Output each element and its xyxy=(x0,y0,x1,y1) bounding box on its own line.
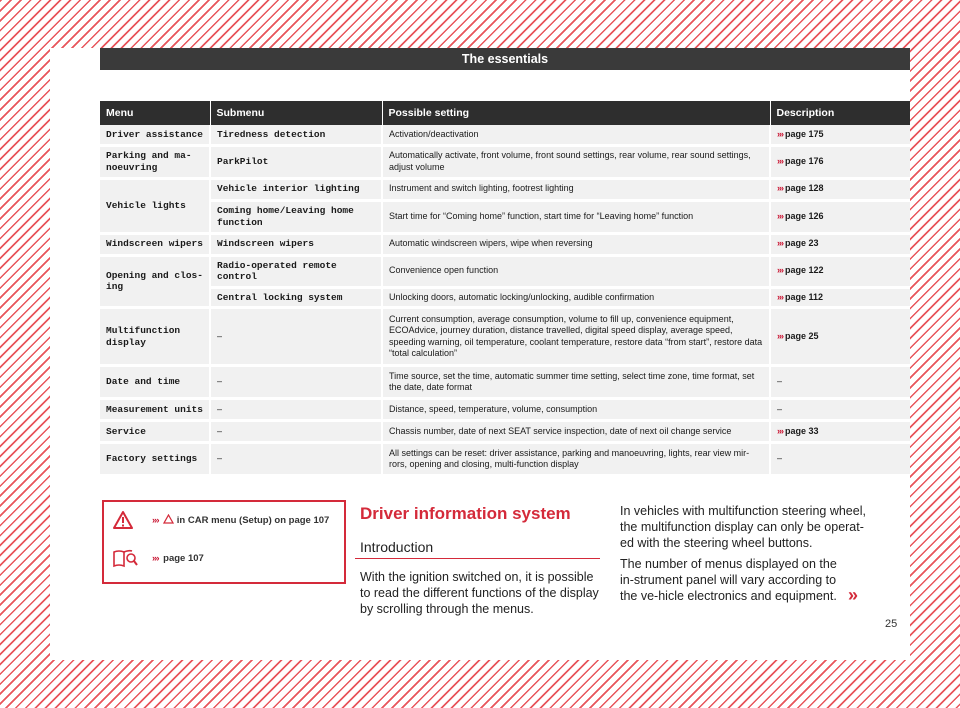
cell-submenu: – xyxy=(210,443,382,476)
cell-menu: Parking and ma- noeuvring xyxy=(100,145,210,178)
reference-arrows: ››› xyxy=(777,155,783,166)
section-title: Driver information system xyxy=(360,504,571,523)
page-header-title: The essentials xyxy=(100,48,910,70)
cell-menu: Windscreen wipers xyxy=(100,233,210,255)
table-row xyxy=(100,178,910,200)
book-note-text[interactable] xyxy=(152,553,204,564)
cell-submenu: ParkPilot xyxy=(210,145,382,178)
cell-description[interactable] xyxy=(770,145,910,178)
table-row xyxy=(100,399,910,421)
subtitle-underline xyxy=(355,558,600,559)
cell-description[interactable] xyxy=(770,287,910,308)
page-reference-link[interactable]: page 33 xyxy=(785,425,819,436)
cell-possible-setting: Unlocking doors, automatic locking/unlocking, audible confirmation xyxy=(382,287,770,308)
cell-menu: Measurement units xyxy=(100,399,210,421)
warning-triangle-icon xyxy=(163,514,174,524)
cell-submenu: Central locking system xyxy=(210,287,382,308)
page-number: 25 xyxy=(885,618,898,630)
cell-possible-setting: Distance, speed, temperature, volume, consumption xyxy=(382,399,770,421)
cell-description: – xyxy=(770,443,910,476)
cell-submenu: – xyxy=(210,366,382,399)
reference-arrows: ››› xyxy=(777,183,783,194)
cell-description[interactable] xyxy=(770,178,910,200)
column-header-submenu: Submenu xyxy=(210,101,382,125)
intro-paragraph: With the ignition switched on, it is possible to read the different functions of the display by scrolling through the menus. xyxy=(360,570,599,616)
column-header-menu: Menu xyxy=(100,101,210,125)
cell-description[interactable] xyxy=(770,255,910,287)
cell-possible-setting: Automatically activate, front volume, front sound settings, rear volume, rear sound settings, adjust volume xyxy=(382,145,770,178)
reference-arrows: ››› xyxy=(777,210,783,221)
cell-possible-setting: Time source, set the time, automatic summer time setting, select time zone, time format, set the date, date format xyxy=(382,366,770,399)
cell-possible-setting: Convenience open function xyxy=(382,255,770,287)
cell-description: – xyxy=(770,366,910,399)
warning-note-label: in CAR menu (Setup) on page 107 xyxy=(176,515,330,526)
cell-submenu: Tiredness detection xyxy=(210,125,382,145)
book-note xyxy=(112,548,204,568)
cell-possible-setting: Instrument and switch lighting, footrest lighting xyxy=(382,178,770,200)
table-row xyxy=(100,287,910,308)
cell-submenu: Coming home/Leaving home function xyxy=(210,200,382,233)
cell-submenu: – xyxy=(210,421,382,443)
table-row xyxy=(100,233,910,255)
table-row xyxy=(100,443,910,476)
cell-submenu: Radio-operated remote control xyxy=(210,255,382,287)
reference-arrows: ››› xyxy=(152,515,159,526)
reference-arrows: ››› xyxy=(152,552,159,564)
table-row xyxy=(100,125,910,145)
cell-description: – xyxy=(770,399,910,421)
page-reference-link[interactable]: page 126 xyxy=(785,210,824,221)
cell-possible-setting: Automatic windscreen wipers, wipe when reversing xyxy=(382,233,770,255)
page-reference-link[interactable]: page 112 xyxy=(785,291,824,302)
cell-submenu: Vehicle interior lighting xyxy=(210,178,382,200)
cell-description[interactable] xyxy=(770,125,910,145)
table-row xyxy=(100,255,910,287)
cell-possible-setting: Chassis number, date of next SEAT service inspection, date of next oil change service xyxy=(382,421,770,443)
continue-arrows: » xyxy=(848,585,859,605)
reference-arrows: ››› xyxy=(777,238,783,249)
menus-paragraph: The number of menus displayed on the in-strument panel will vary according to the ve-hicle electronics and equipment. xyxy=(620,557,837,603)
cell-menu: Date and time xyxy=(100,366,210,399)
cell-possible-setting: Current consumption, average consumption, volume to fill up, convenience equipment, ECOAdvice, journey duration, distance travelled, digital speed display, average speed, speeding warning, oil temperature, coolant temperature, restore data “from start”, restore data “total calculation” xyxy=(382,308,770,366)
warning-note-text[interactable] xyxy=(152,514,329,526)
cell-description[interactable] xyxy=(770,308,910,366)
cell-menu: Opening and clos- ing xyxy=(100,255,210,308)
table-row xyxy=(100,366,910,399)
table-row xyxy=(100,421,910,443)
cell-menu: Service xyxy=(100,421,210,443)
page-reference-link[interactable]: page 23 xyxy=(785,238,819,249)
section-subtitle: Introduction xyxy=(360,539,434,555)
book-magnifier-icon xyxy=(112,548,138,568)
reference-arrows: ››› xyxy=(777,425,783,436)
cell-description[interactable] xyxy=(770,200,910,233)
table-header-row xyxy=(100,101,910,125)
book-note-label: page 107 xyxy=(163,552,204,564)
cell-possible-setting: All settings can be reset: driver assistance, parking and manoeuvring, lights, rear view mir- rors, opening and closing, multi-function display xyxy=(382,443,770,476)
warning-triangle-icon xyxy=(112,510,134,530)
cell-description[interactable] xyxy=(770,233,910,255)
column-header-possible-setting: Possible setting xyxy=(382,101,770,125)
cell-description[interactable] xyxy=(770,421,910,443)
cell-possible-setting: Activation/deactivation xyxy=(382,125,770,145)
page xyxy=(50,48,910,660)
page-reference-link[interactable]: page 128 xyxy=(785,183,824,194)
page-reference-link[interactable]: page 175 xyxy=(785,128,824,139)
reference-arrows: ››› xyxy=(777,265,783,276)
cell-submenu: – xyxy=(210,399,382,421)
table-row xyxy=(100,308,910,366)
page-reference-link[interactable]: page 25 xyxy=(785,330,819,341)
table-row xyxy=(100,200,910,233)
cell-submenu: Windscreen wipers xyxy=(210,233,382,255)
reference-arrows: ››› xyxy=(777,128,783,139)
cell-menu: Multifunction display xyxy=(100,308,210,366)
page-reference-link[interactable]: page 176 xyxy=(785,155,824,166)
settings-table xyxy=(100,101,910,477)
table-body xyxy=(100,125,910,476)
cell-menu: Vehicle lights xyxy=(100,178,210,233)
warning-note xyxy=(112,510,329,530)
reference-arrows: ››› xyxy=(777,330,783,341)
column-header-description: Description xyxy=(770,101,910,125)
notes-box xyxy=(102,500,346,584)
table-row xyxy=(100,145,910,178)
cell-submenu: – xyxy=(210,308,382,366)
cell-menu: Factory settings xyxy=(100,443,210,476)
multifunction-paragraph: In vehicles with multifunction steering wheel, the multifunction display can only be operat-ed with the steering wheel buttons. xyxy=(620,504,866,550)
cell-menu: Driver assistance xyxy=(100,125,210,145)
reference-arrows: ››› xyxy=(777,291,783,302)
cell-possible-setting: Start time for “Coming home” function, start time for “Leaving home” function xyxy=(382,200,770,233)
page-reference-link[interactable]: page 122 xyxy=(785,265,824,276)
